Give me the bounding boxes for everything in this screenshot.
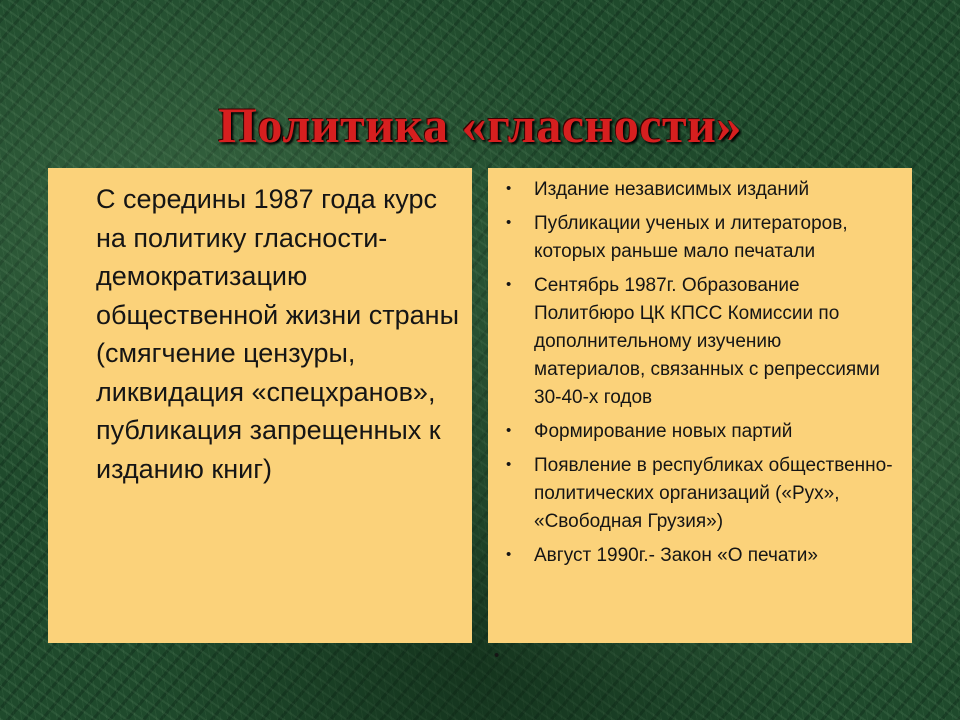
bullet-item (502, 176, 894, 204)
bullet-dot-icon: • (506, 456, 512, 473)
bullet-text: Издание независимых изданий (534, 179, 810, 200)
bullet-list (502, 176, 894, 570)
bullet-dot-icon: • (506, 214, 512, 231)
bullet-text: Формирование новых партий (534, 421, 793, 442)
bullet-item (502, 418, 894, 446)
bullet-text: Появление в республиках общественно-политических организаций («Рух», «Свободная Грузия») (534, 455, 893, 532)
bullet-item (502, 272, 894, 412)
bullet-text: Сентябрь 1987г. Образование Политбюро ЦК КПСС Комиссии по дополнительному изучению материалов, связанных с репрессиями 30-40-х годов (534, 275, 880, 408)
bullet-dot-icon: • (506, 546, 512, 563)
bullet-text: Август 1990г.- Закон «О печати» (534, 545, 818, 566)
bullet-item (502, 542, 894, 570)
bullet-dot-icon: • (506, 276, 512, 293)
empty-bullet-icon: • (494, 647, 500, 664)
bullet-dot-icon: • (506, 422, 512, 439)
bullet-text: Публикации ученых и литераторов, которых раньше мало печатали (534, 213, 848, 262)
right-bullet-panel (488, 168, 912, 643)
left-panel-text: С середины 1987 года курс на политику гласности-демократизацию общественной жизни страны (смягчение цензуры, ликвидация «спецхранов», публикация запрещенных к изданию книг) (96, 184, 459, 484)
bullet-item (502, 452, 894, 536)
slide-title: Политика «гласности» (218, 96, 742, 153)
bullet-dot-icon: • (506, 180, 512, 197)
bullet-item (502, 210, 894, 266)
left-text-panel (48, 168, 472, 643)
